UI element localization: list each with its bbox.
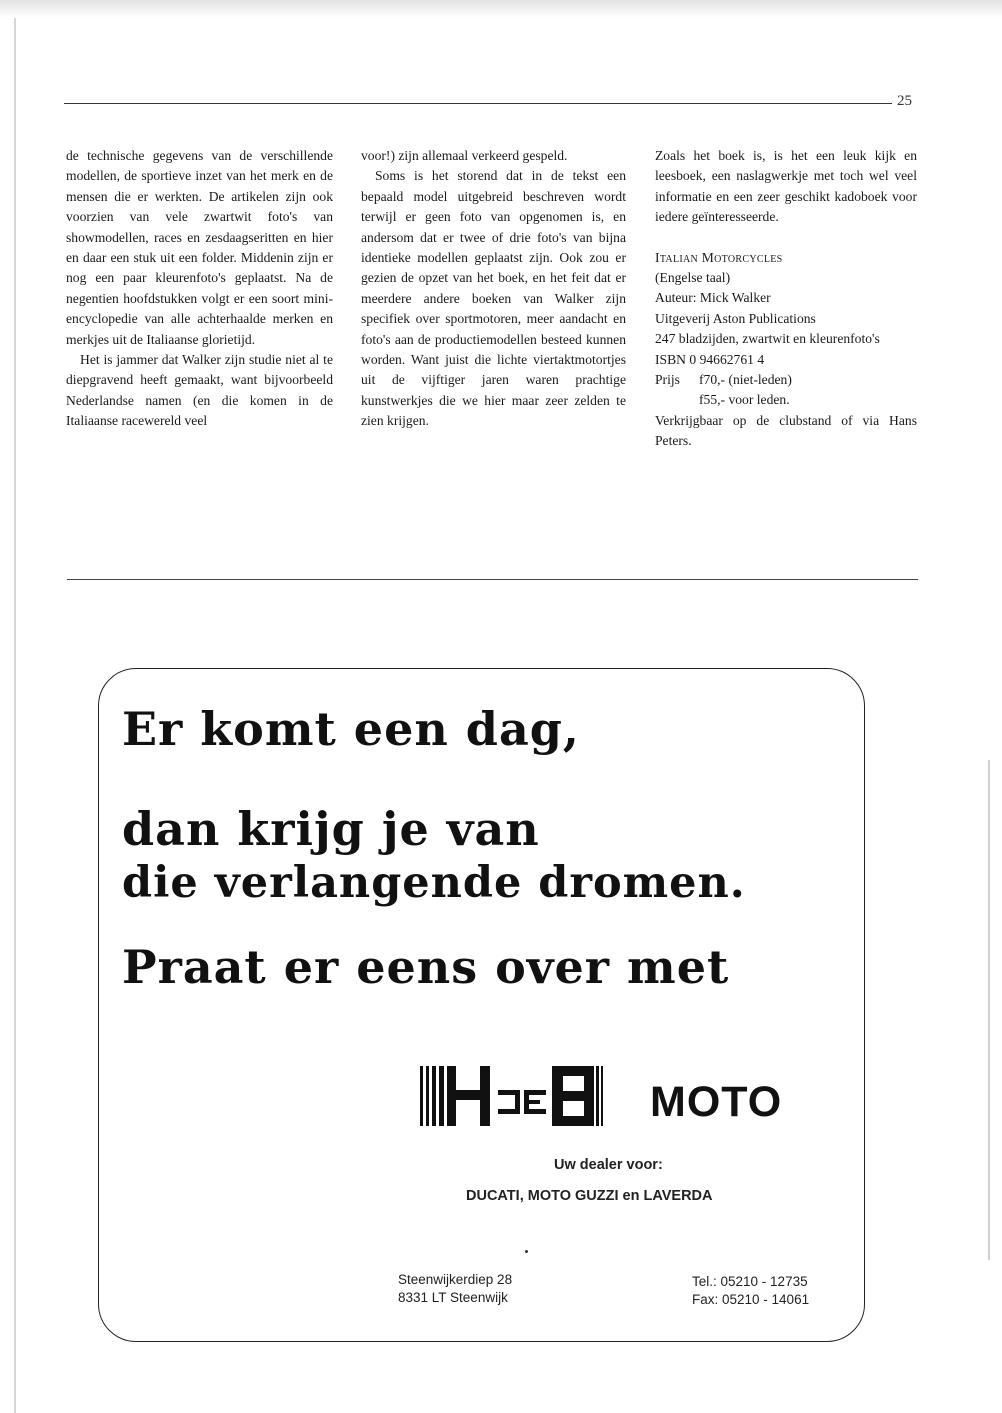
book-price-row xyxy=(655,390,917,410)
article-column-1 xyxy=(66,146,333,432)
scan-edge-left xyxy=(14,18,16,1413)
book-pages: 247 bladzijden, zwartwit en kleurenfoto's xyxy=(655,331,880,347)
logo-moto-text: MOTO xyxy=(650,1078,783,1126)
dealer-brands: DUCATI, MOTO GUZZI en LAVERDA xyxy=(466,1188,713,1204)
dealer-address xyxy=(398,1271,512,1307)
book-author: Auteur: Mick Walker xyxy=(655,290,771,306)
price-members: f55,- voor leden. xyxy=(699,392,790,408)
book-title: Italian Motorcycles xyxy=(655,249,783,265)
article-column-3 xyxy=(655,146,917,452)
paragraph: de technische gegevens van de verschillende modellen, de sportieve inzet van het merk en de mensen die er werkten. De artikelen zijn ook voorzien van vele zwartwit foto's van showmodellen, races en zesdaagseritten en hier en daar een stuk uit een folder. Middenin zijn er nog een paar kleurenfoto's geplaatst. Na de negentien hoofdstukken volgt er een soort mini-encyclopedie van alle achterhaalde merken en merkjes uit de Italiaanse glorietijd. xyxy=(66,148,333,347)
dealer-contact xyxy=(692,1273,809,1309)
book-price-row xyxy=(655,370,917,390)
book-language: (Engelse taal) xyxy=(655,270,731,286)
ad-headline-line-2: dan krijg je van xyxy=(122,802,540,856)
price-nonmembers: f70,- (niet-leden) xyxy=(699,372,792,388)
ad-headline-line-1: Er komt een dag, xyxy=(122,702,580,756)
paragraph: Zoals het boek is, is het een leuk kijk en leesboek, een naslagwerkje met toch wel veel informatie en een zeer geschikt kadoboek voor iedere geïnteresseerde. xyxy=(655,148,917,225)
page-number: 25 xyxy=(897,93,912,109)
phone-number: Tel.: 05210 - 12735 xyxy=(692,1274,808,1289)
paragraph: Soms is het storend dat in de tekst een bepaald model uitgebreid beschreven wordt terwijl er geen foto van opgenomen is, en andersom dat er twee of drie foto's van bijna identieke modellen geplaatst zijn. Ook zou er gezien de opzet van het boek, en het feit dat er meerdere andere boeken van Walker zijn specifiek over sportmotoren, meer aandacht en foto's aan de productiemodellen besteed kunnen worden. Want juist die lichte viertaktmotortjes uit de vijftiger jaren waren prachtige kunstwerkjes die we hier maar zeer zelden te zien krijgen. xyxy=(361,168,626,429)
address-street: Steenwijkerdiep 28 xyxy=(398,1272,513,1287)
book-isbn: ISBN 0 94662761 4 xyxy=(655,351,765,367)
decorative-dot xyxy=(525,1250,528,1253)
scan-edge-right xyxy=(988,760,990,1260)
scan-edge-top xyxy=(0,0,1002,18)
header-rule xyxy=(64,103,892,104)
section-rule xyxy=(67,579,918,580)
article-column-2 xyxy=(361,146,626,432)
fax-number: Fax: 05210 - 14061 xyxy=(692,1292,810,1307)
address-city: 8331 LT Steenwijk xyxy=(398,1290,508,1305)
paragraph: voor!) zijn allemaal verkeerd gespeld. xyxy=(361,148,568,163)
ad-headline-line-3: die verlangende dromen. xyxy=(122,858,746,908)
book-availability: Verkrijgbaar op de clubstand of via Hans Peters. xyxy=(655,412,917,449)
book-publisher: Uitgeverij Aston Publications xyxy=(655,310,816,326)
dealer-heading: Uw dealer voor: xyxy=(554,1157,663,1173)
price-label: Prijs xyxy=(655,372,680,388)
advertisement-frame xyxy=(98,668,865,1342)
paragraph: Het is jammer dat Walker zijn studie niet al te diepgravend heeft gemaakt, want bijvoorbeeld Nederlandse namen (en die komen in de Italiaanse racewereld veel xyxy=(66,352,333,429)
ad-headline-line-4: Praat er eens over met xyxy=(122,940,730,994)
